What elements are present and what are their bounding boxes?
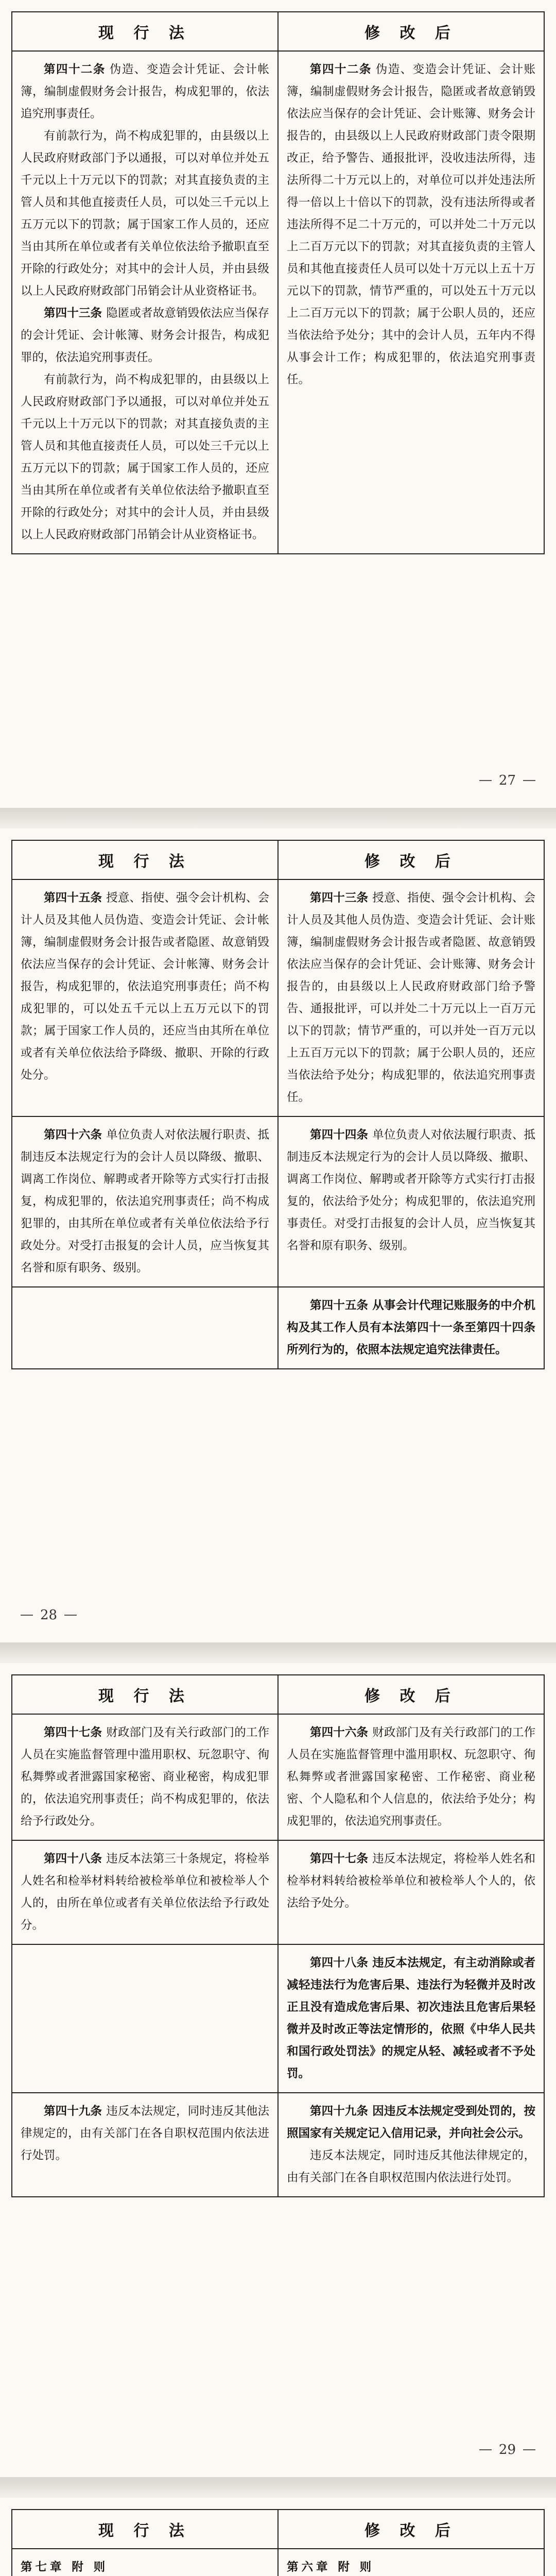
chapter-heading-current: 第七章 附 则 — [12, 2549, 278, 2576]
article-paragraph — [21, 2100, 269, 2167]
article-paragraph — [21, 125, 269, 302]
article-number: 第四十五条 — [44, 891, 102, 905]
article-paragraph — [287, 2145, 535, 2189]
article-paragraph — [21, 1848, 269, 1937]
article-paragraph — [287, 1295, 535, 1361]
table-body — [12, 879, 544, 1369]
revised-law-header: 修 改 后 — [278, 2510, 544, 2549]
article-text: 违反本法规定，同时违反其他法律规定的，由有关部门在各自职权范围内依法进行处罚。 — [287, 2149, 535, 2184]
article-paragraph — [287, 1722, 535, 1833]
chapter-heading-revised: 第六章 附 则 — [278, 2549, 544, 2576]
article-text: 授意、指使、强令会计机构、会计人员及其他人员伪造、变造会计凭证、会计账簿，编制虚假财务会计报告或者隐匿、故意销毁依法应当保存的会计凭证、会计账簿、财务会计报告的，由县级以上人民政府财政部门给予警告、通报批评，可以并处二十万元以上一百万元以下的罚款；情节严重的，可以并处一百万元以上五百万元以下的罚款；属于公职人员的，还应当依法给予处分；构成犯罪的，依法追究刑事责任。 — [287, 891, 535, 1104]
revised-law-cell — [278, 879, 544, 1116]
revised-law-cell — [278, 1714, 544, 1840]
page-separator — [0, 808, 556, 828]
revised-law-cell — [278, 2093, 544, 2197]
article-text: 财政部门及有关行政部门的工作人员在实施监督管理中滥用职权、玩忽职守、徇私舞弊或者泄露国家秘密、工作秘密、商业秘密、个人隐私和个人信息的，依法给予处分；构成犯罪的，依法追究刑事责任。 — [287, 1726, 535, 1828]
revised-law-cell — [278, 1944, 544, 2093]
article-paragraph — [21, 369, 269, 546]
article-text: 违反本法规定，有主动消除或者减轻违法行为危害后果、违法行为轻微并及时改正且没有造成危害后果、初次违法且危害后果轻微并及时改正等法定情形的，依照《中华人民共和国行政处罚法》的规定从轻、减轻或者不予处罚。 — [287, 1956, 535, 2080]
comparison-table-container — [11, 1674, 545, 2197]
article-paragraph — [21, 1722, 269, 1833]
article-number: 第四十二条 — [310, 63, 372, 76]
article-paragraph — [287, 887, 535, 1109]
revised-law-header: 修 改 后 — [278, 12, 544, 51]
comparison-table — [11, 2509, 545, 2576]
current-law-header: 现 行 法 — [12, 12, 278, 51]
article-number: 第四十九条 — [44, 2105, 102, 2118]
article-paragraph — [287, 59, 535, 391]
article-number: 第四十三条 — [310, 891, 369, 905]
article-paragraph — [21, 302, 269, 369]
current-law-cell — [12, 1116, 278, 1287]
article-paragraph — [21, 887, 269, 1087]
current-law-cell — [12, 879, 278, 1116]
page-number: 29 — [479, 2442, 535, 2458]
article-text: 因违反本法规定受到处罚的，按照国家有关规定记入信用记录，并向社会公示。 — [287, 2105, 535, 2140]
revised-law-cell — [278, 1116, 544, 1287]
comparison-table — [11, 840, 545, 1369]
current-law-cell — [12, 1944, 278, 2093]
current-law-cell — [12, 1714, 278, 1840]
comparison-table-container — [11, 840, 545, 1369]
revised-law-cell — [278, 51, 544, 554]
table-row — [12, 1944, 544, 2093]
current-law-cell — [12, 1840, 278, 1944]
table-row — [12, 1287, 544, 1369]
current-law-cell — [12, 51, 278, 554]
current-law-header: 现 行 法 — [12, 840, 278, 879]
page-number: 28 — [21, 1607, 77, 1623]
article-number: 第四十九条 — [310, 2105, 369, 2118]
article-text: 违反本法第三十条规定，将检举人姓名和检举材料转给被检举单位和被检举人个人的，由所在单位或者有关单位依法给予行政处分。 — [21, 1852, 269, 1932]
table-body — [12, 51, 544, 554]
article-number: 第四十三条 — [44, 307, 102, 320]
page-separator — [0, 2477, 556, 2498]
article-text: 从事会计代理记账服务的中介机构及其工作人员有本法第四十一条至第四十四条所列行为的，依照本法规定追究法律责任。 — [287, 1299, 535, 1357]
article-paragraph — [287, 2100, 535, 2145]
table-row — [12, 2093, 544, 2197]
article-text: 单位负责人对依法履行职责、抵制违反本法规定行为的会计人员以降级、撤职、调离工作岗位、解聘或者开除等方式实行打击报复的，依法给予处分；构成犯罪的，依法追究刑事责任。对受打击报复的会计人员，应当恢复其名誉和原有职务、级别。 — [287, 1128, 535, 1252]
article-text: 伪造、变造会计凭证、会计账簿，编制虚假财务会计报告，隐匿或者故意销毁依法应当保存的会计凭证、会计账簿、财务会计报告的，由县级以上人民政府财政部门责令限期改正，给予警告、通报批评，没收违法所得，违法所得二十万元以上的，对单位可以并处违法所得一倍以上十倍以下的罚款，没有违法所得或者违法所得不足二十万元的，可以并处二十万元以上二百万元以下的罚款；对其直接负责的主管人员和其他直接责任人员可以处十万元以上五十万元以下的罚款，情节严重的，可以处五十万元以上二百万元以下的罚款；属于公职人员的，还应当依法给予处分；其中的会计人员，五年内不得从事会计工作；构成犯罪的，依法追究刑事责任。 — [287, 63, 535, 386]
article-text: 伪造、变造会计凭证、会计帐簿，编制虚假财务会计报告，构成犯罪的，依法追究刑事责任。 — [21, 63, 269, 121]
page-separator — [0, 1642, 556, 1663]
table-row — [12, 1116, 544, 1287]
page-27 — [0, 0, 556, 808]
article-paragraph — [21, 59, 269, 125]
comparison-table-container — [11, 11, 545, 554]
article-paragraph — [287, 1124, 535, 1257]
article-number: 第四十七条 — [310, 1852, 369, 1866]
article-text: 隐匿或者故意销毁依法应当保存的会计凭证、会计帐簿、财务会计报告，构成犯罪的，依法追究刑事责任。 — [21, 307, 269, 364]
article-number: 第四十八条 — [310, 1956, 369, 1970]
article-number: 第四十六条 — [310, 1726, 369, 1739]
table-row — [12, 1714, 544, 1840]
article-text: 违反本法规定，同时违反其他法律规定的，由有关部门在各自职权范围内依法进行处罚。 — [21, 2105, 269, 2162]
table-row — [12, 51, 544, 554]
article-number: 第四十二条 — [44, 63, 106, 76]
table-row — [12, 879, 544, 1116]
article-text: 有前款行为，尚不构成犯罪的，由县级以上人民政府财政部门予以通报，可以对单位并处五千元以上十万元以下的罚款；对其直接负责的主管人员和其他直接责任人员，可以处三千元以上五万元以下的罚款；属于国家工作人员的，还应当由其所在单位或者有关单位依法给予撤职直至开除的行政处分；对其中的会计人员，并由县级以上人民政府财政部门吊销会计从业资格证书。 — [21, 373, 269, 541]
revised-law-header: 修 改 后 — [278, 1675, 544, 1714]
page-28 — [0, 828, 556, 1642]
article-number: 第四十八条 — [44, 1852, 102, 1866]
article-text: 财政部门及有关行政部门的工作人员在实施监督管理中滥用职权、玩忽职守、徇私舞弊或者泄露国家秘密、商业秘密，构成犯罪的，依法追究刑事责任；尚不构成犯罪的，依法给予行政处分。 — [21, 1726, 269, 1828]
article-text: 授意、指使、强令会计机构、会计人员及其他人员伪造、变造会计凭证、会计帐簿，编制虚假财务会计报告或者隐匿、故意销毁依法应当保存的会计凭证、会计帐簿、财务会计报告，构成犯罪的，依法追究刑事责任；尚不构成犯罪的，可以处五千元以上五万元以下的罚款；属于国家工作人员的，还应当由其所在单位或者有关单位依法给予降级、撤职、开除的行政处分。 — [21, 891, 269, 1082]
comparison-table — [11, 11, 545, 554]
article-paragraph — [287, 1952, 535, 2085]
page-29 — [0, 1663, 556, 2477]
article-number: 第四十五条 — [310, 1299, 369, 1312]
article-number: 第四十四条 — [310, 1128, 369, 1142]
article-paragraph — [21, 1124, 269, 1279]
article-number: 第四十六条 — [44, 1128, 102, 1142]
current-law-header: 现 行 法 — [12, 2510, 278, 2549]
page-number: 27 — [479, 773, 535, 788]
article-text: 单位负责人对依法履行职责、抵制违反本法规定行为的会计人员以降级、撤职、调离工作岗位、解聘或者开除等方式实行打击报复，构成犯罪的，依法追究刑事责任；尚不构成犯罪的，由其所在单位或者有关单位依法给予行政处分。对受打击报复的会计人员，应当恢复其名誉和原有职务、级别。 — [21, 1128, 269, 1275]
current-law-cell — [12, 2093, 278, 2197]
table-row — [12, 1840, 544, 1944]
article-text: 有前款行为，尚不构成犯罪的，由县级以上人民政府财政部门予以通报，可以对单位并处五千元以上十万元以下的罚款；对其直接负责的主管人员和其他直接责任人员，可以处三千元以上五万元以下的罚款；属于国家工作人员的，还应当由其所在单位或者有关单位依法给予撤职直至开除的行政处分；对其中的会计人员，并由县级以上人民政府财政部门吊销会计从业资格证书。 — [21, 129, 269, 298]
table-body — [12, 1714, 544, 2197]
revised-law-header: 修 改 后 — [278, 840, 544, 879]
comparison-table — [11, 1674, 545, 2197]
comparison-table-container — [11, 2509, 545, 2576]
current-law-header: 现 行 法 — [12, 1675, 278, 1714]
article-text: 违反本法规定，将检举人姓名和检举材料转给被检举单位和被检举人个人的，依法给予处分。 — [287, 1852, 535, 1910]
current-law-cell — [12, 1287, 278, 1369]
article-number: 第四十七条 — [44, 1726, 102, 1739]
revised-law-cell — [278, 1840, 544, 1944]
page-30 — [0, 2498, 556, 2576]
article-paragraph — [287, 1848, 535, 1914]
revised-law-cell — [278, 1287, 544, 1369]
